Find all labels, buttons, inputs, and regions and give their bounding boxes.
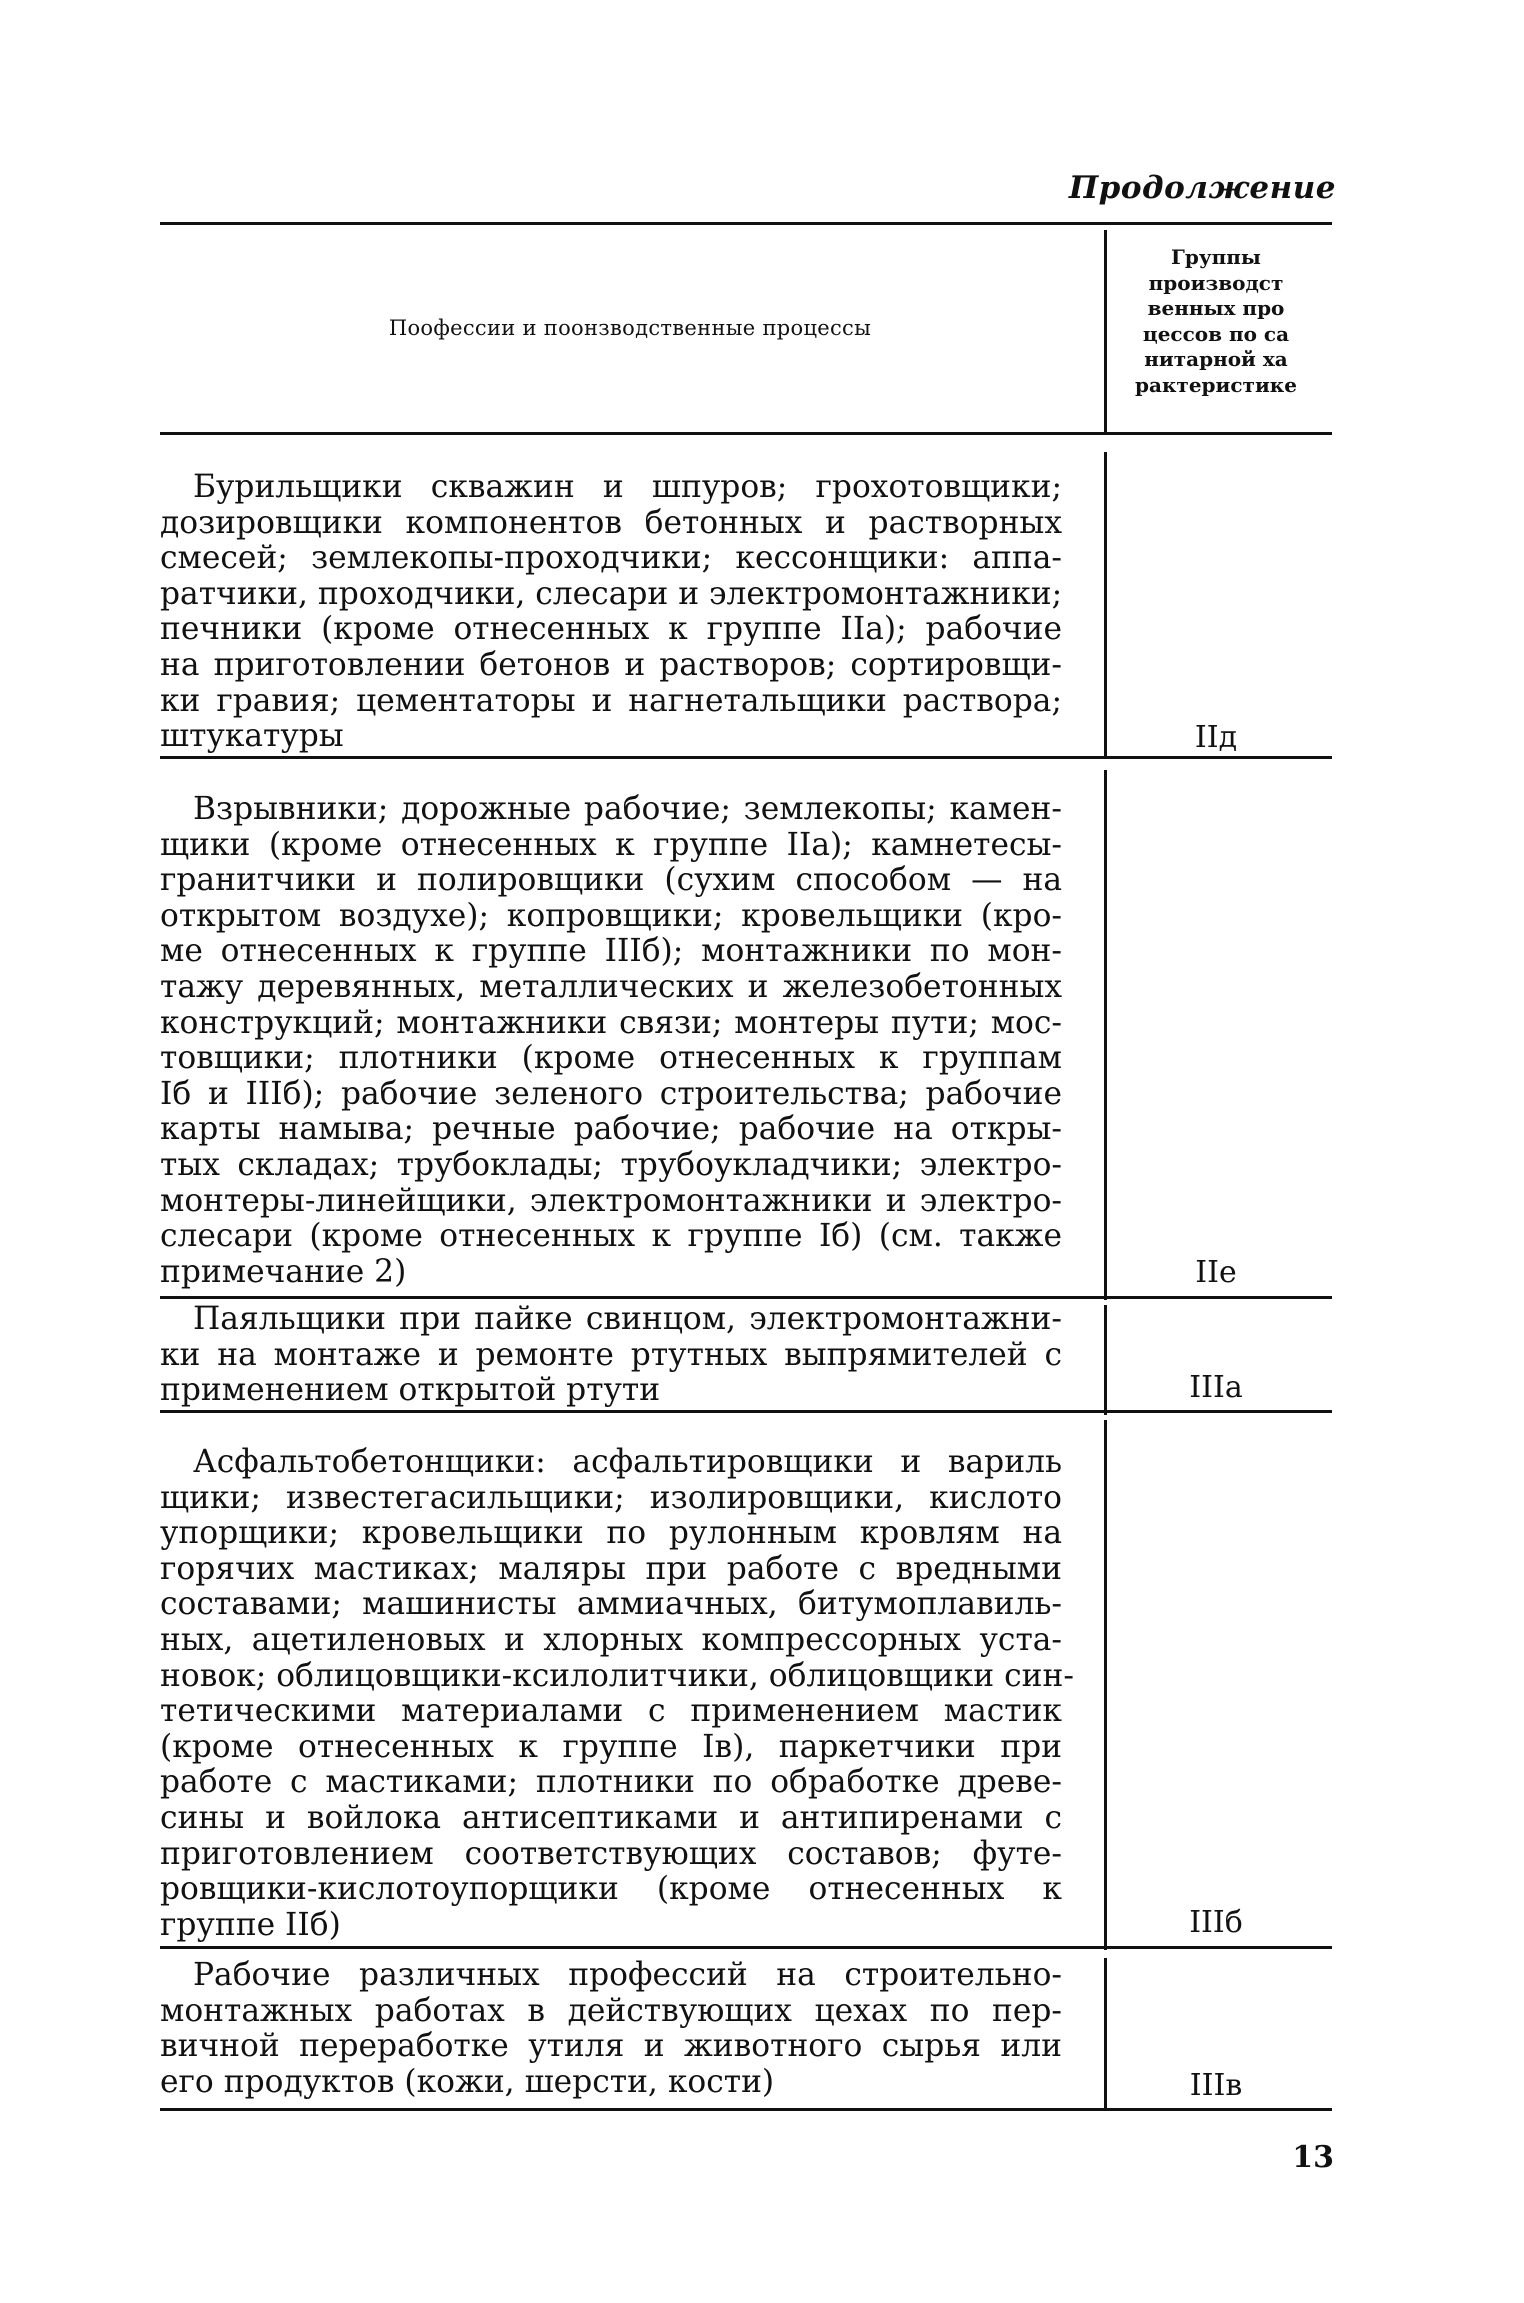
row-line: штукатуры: [160, 718, 344, 755]
row-line: дозировщики компонентов бетонных и растворных: [160, 504, 1062, 541]
table-row-text: [160, 470, 1062, 755]
row-divider: [1104, 1305, 1107, 1415]
row-line: открытом воздухе); копровщики; кровельщики (кро-: [160, 897, 1062, 934]
page-number: 13: [1292, 2140, 1334, 2175]
row-line: сины и войлока антисептиками и антипиренами с: [160, 1799, 1062, 1836]
table-row-text: [160, 792, 1062, 1290]
row-line: вичной переработке утиля и животного сырья или: [160, 2028, 1062, 2065]
row-line: Iб и IIIб); рабочие зеленого строительства; рабочие: [160, 1075, 1062, 1112]
row-line: тых складах; трубоклады; трубоукладчики; электро-: [160, 1146, 1062, 1183]
row-line: работе с мастиками; плотники по обработке древе-: [160, 1764, 1062, 1801]
row-line: новок; облицовщики-ксилолитчики, облицовщики син-: [160, 1657, 1074, 1694]
header-groups-line: цессов по са: [1142, 321, 1290, 346]
row-line: печники (кроме отнесенных к группе IIа); рабочие: [160, 611, 1062, 648]
row-line: горячих мастиках; маляры при работе с вредными: [160, 1550, 1062, 1587]
table-row-text: [160, 1302, 1062, 1409]
row-line: монтеры-линейщики, электромонтажники и электро-: [160, 1182, 1062, 1219]
row-divider: [1104, 770, 1107, 1300]
row-line: смесей; землекопы-проходчики; кессонщики: аппа-: [160, 540, 1062, 577]
header-groups-line: Группы: [1171, 245, 1261, 269]
row-line: ровщики-кислотоупорщики (кроме отнесенных к: [160, 1871, 1062, 1908]
row-line: ратчики, проходчики, слесари и электромонтажники;: [160, 575, 1063, 612]
header-bottom-rule: [160, 432, 1332, 435]
header-groups-line: рактеристике: [1135, 372, 1297, 397]
row-line: щики (кроме отнесенных к группе IIа); камнетесы-: [160, 826, 1062, 863]
row-line: ме отнесенных к группе IIIб); монтажники по мон-: [160, 933, 1062, 970]
row-divider: [1104, 1958, 1107, 2108]
row-line: щики; известегасильщики; изолировщики, кислото: [160, 1479, 1062, 1516]
row-line: его продуктов (кожи, шерсти, кости): [160, 2063, 775, 2100]
group-cell: IIIа: [1189, 1370, 1243, 1405]
row-line: на приготовлении бетонов и растворов; сортировщи-: [160, 646, 1062, 683]
row-line: конструкций; монтажники связи; монтеры пути; мос-: [160, 1004, 1062, 1041]
group-cell: IIIб: [1189, 1905, 1243, 1940]
header-groups-line: производст: [1148, 270, 1284, 295]
row-line: (кроме отнесенных к группе Iв), паркетчики при: [160, 1728, 1062, 1765]
row-line: товщики; плотники (кроме отнесенных к группам: [160, 1040, 1062, 1077]
row-line: Асфальтобетонщики: асфальтировщики и вариль: [193, 1444, 1062, 1480]
row-line: группе IIб): [160, 1906, 341, 1943]
row-line: составами; машинисты аммиачных, битумоплавиль-: [160, 1586, 1062, 1623]
row-line: Паяльщики при пайке свинцом, электромонтажни-: [193, 1301, 1062, 1337]
row-line: тажу деревянных, металлических и железобетонных: [160, 968, 1062, 1005]
row-line: слесари (кроме отнесенных к группе Iб) (см. также: [160, 1218, 1062, 1255]
header-groups: [1108, 245, 1324, 398]
row-line: ных, ацетиленовых и хлорных компрессорных уста-: [160, 1621, 1062, 1658]
row-line: Бурильщики скважин и шпуров; грохотовщики;: [193, 469, 1062, 505]
row-rule: [160, 1410, 1332, 1413]
row-line: карты намыва; речные рабочие; рабочие на откры-: [160, 1111, 1062, 1148]
row-line: применением открытой ртути: [160, 1372, 661, 1409]
row-line: гранитчики и полировщики (сухим способом — на: [160, 862, 1062, 899]
row-line: тетическими материалами с применением мастик: [160, 1693, 1062, 1730]
row-divider: [1104, 452, 1107, 757]
row-line: ки на монтаже и ремонте ртутных выпрямителей с: [160, 1336, 1062, 1373]
header-groups-line: нитарной ха: [1144, 347, 1288, 371]
header-column-divider: [1104, 230, 1107, 435]
row-rule: [160, 1296, 1332, 1299]
row-rule: [160, 756, 1332, 759]
row-divider: [1104, 1420, 1107, 1950]
row-line: монтажных работах в действующих цехах по пер-: [160, 1992, 1062, 2029]
row-line: примечание 2): [160, 1253, 407, 1290]
row-line: приготовлением соответствующих составов; футе-: [160, 1835, 1062, 1872]
group-cell: IIе: [1195, 1255, 1237, 1290]
header-groups-line: венных про: [1147, 296, 1285, 320]
group-cell: IIд: [1194, 720, 1238, 755]
row-line: Рабочие различных профессий на строительно-: [193, 1957, 1062, 1993]
row-line: ки гравия; цементаторы и нагнетальщики раствора;: [160, 682, 1062, 719]
header-professions: Поофессии и поонзводственные процессы: [388, 315, 872, 340]
group-cell: IIIв: [1189, 2068, 1243, 2103]
continuation-label: Продолжение: [1068, 170, 1336, 206]
table-row-text: [160, 1958, 1062, 2100]
table-bottom-rule: [160, 2108, 1332, 2111]
row-line: Взрывники; дорожные рабочие; землекопы; камен-: [193, 791, 1062, 827]
row-rule: [160, 1946, 1332, 1949]
row-line: упорщики; кровельщики по рулонным кровлям на: [160, 1515, 1062, 1552]
table-row-text: [160, 1444, 1074, 1943]
